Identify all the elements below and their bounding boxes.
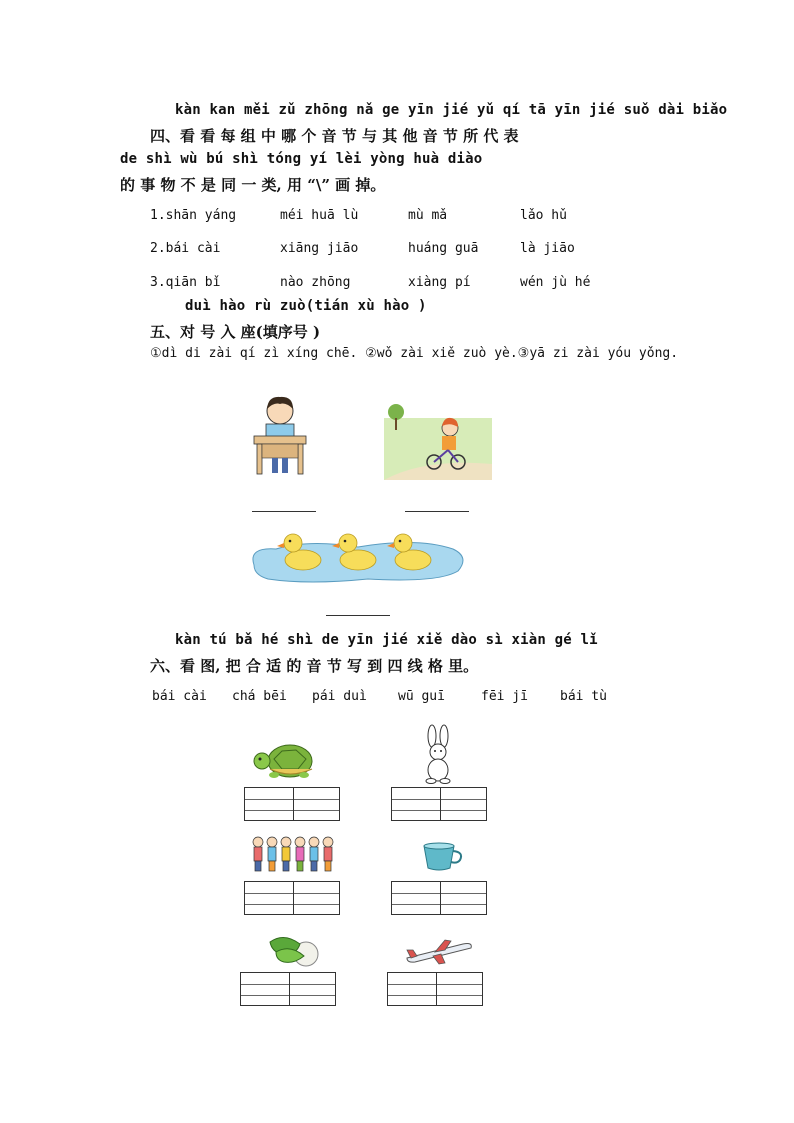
- cabbage-picture: [266, 930, 322, 968]
- word-pai-dui: pái duì: [312, 689, 367, 704]
- section5-pinyin: duì hào rù zuò(tián xù hào ): [185, 298, 427, 314]
- bicycle-picture: [384, 400, 492, 480]
- word[interactable]: huáng guā: [408, 241, 479, 256]
- word[interactable]: wén jù hé: [520, 275, 591, 290]
- answer-blank-2[interactable]: [405, 511, 469, 512]
- turtle-picture: [252, 737, 316, 781]
- four-line-grid[interactable]: [240, 972, 336, 1006]
- tea-cup-picture: [420, 842, 466, 874]
- word[interactable]: mù mǎ: [408, 208, 448, 223]
- section5-options: ①dì di zài qí zì xíng chē. ②wǒ zài xiě zuò yè.③yā zi zài yóu yǒng.: [150, 346, 679, 361]
- word-fei-ji: fēi jī: [481, 689, 528, 704]
- word[interactable]: 1.shān yáng: [150, 208, 237, 223]
- section4-title-line2: 的 事 物 不 是 同 一 类, 用 “\” 画 掉。: [120, 176, 386, 194]
- answer-blank-3[interactable]: [326, 615, 390, 616]
- four-line-grid[interactable]: [391, 787, 487, 821]
- section6-title: 六、看 图, 把 合 适 的 音 节 写 到 四 线 格 里。: [150, 657, 479, 675]
- rabbit-picture: [420, 724, 456, 784]
- word-cha-bei: chá bēi: [232, 689, 287, 704]
- section5-title: 五、对 号 入 座(填序号 ): [150, 323, 321, 341]
- children-line-picture: [250, 835, 336, 875]
- section6-pinyin: kàn tú bǎ hé shì de yīn jié xiě dào sì xiàn gé lǐ: [175, 632, 598, 648]
- word-wu-gui: wū guī: [398, 689, 445, 704]
- word[interactable]: 2.bái cài: [150, 241, 221, 256]
- word[interactable]: 3.qiān bǐ: [150, 275, 221, 290]
- boy-writing-picture: [250, 393, 310, 478]
- section4-pinyin-line2: de shì wù bú shì tóng yí lèi yòng huà diào: [120, 151, 483, 167]
- section4-pinyin-line1: kàn kan měi zǔ zhōng nǎ ge yīn jié yǔ qí tā yīn jié suǒ dài biǎo: [175, 102, 728, 118]
- four-line-grid[interactable]: [387, 972, 483, 1006]
- four-line-grid[interactable]: [244, 881, 340, 915]
- answer-blank-1[interactable]: [252, 511, 316, 512]
- ducks-swimming-picture: [248, 525, 468, 585]
- airplane-picture: [405, 936, 475, 966]
- section4-title-line1: 四、看 看 每 组 中 哪 个 音 节 与 其 他 音 节 所 代 表: [150, 127, 519, 145]
- four-line-grid[interactable]: [244, 787, 340, 821]
- word-bai-tu: bái tù: [560, 689, 607, 704]
- word[interactable]: xiàng pí: [408, 275, 471, 290]
- word[interactable]: méi huā lù: [280, 208, 359, 223]
- word[interactable]: lǎo hǔ: [520, 208, 567, 223]
- word[interactable]: nào zhōng: [280, 275, 351, 290]
- four-line-grid[interactable]: [391, 881, 487, 915]
- word[interactable]: xiāng jiāo: [280, 241, 359, 256]
- word-bai-cai: bái cài: [152, 689, 207, 704]
- word[interactable]: là jiāo: [520, 241, 575, 256]
